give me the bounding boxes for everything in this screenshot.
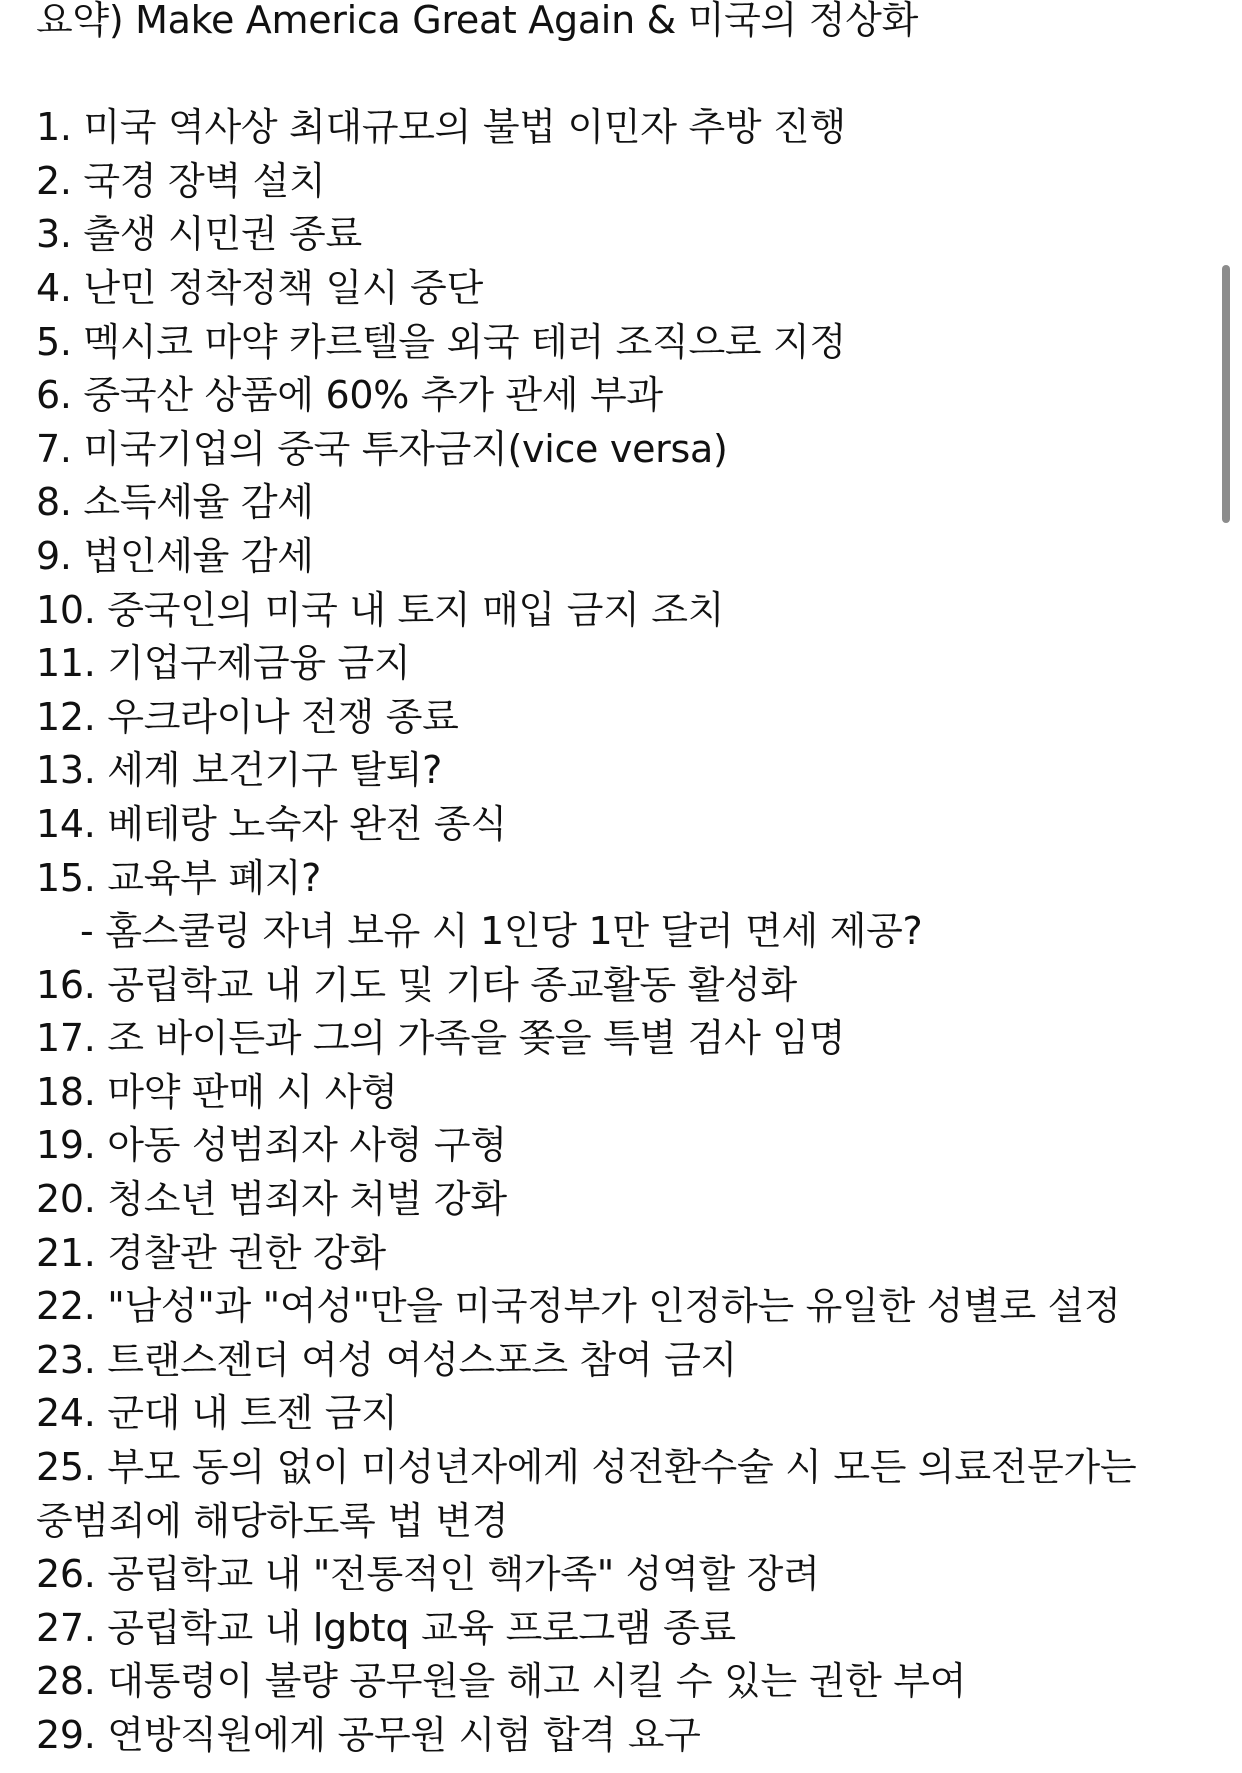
list-subitem: - 홈스쿨링 자녀 보유 시 1인당 1만 달러 면세 제공?: [80, 909, 923, 954]
list-item: 19. 아동 성범죄자 사형 구형: [36, 1123, 507, 1168]
list-item: 3. 출생 시민권 종료: [36, 212, 362, 257]
list-item: 17. 조 바이든과 그의 가족을 쫒을 특별 검사 임명: [36, 1016, 846, 1061]
document-content: [36, 0, 1206, 1763]
list-item: 4. 난민 정착정책 일시 중단: [36, 265, 483, 310]
list-item: 26. 공립학교 내 "전통적인 핵가족" 성역할 장려: [36, 1552, 820, 1597]
scrollbar-thumb[interactable]: [1222, 265, 1230, 523]
list-item: 1. 미국 역사상 최대규모의 불법 이민자 추방 진행: [36, 105, 846, 150]
list-item: 15. 교육부 폐지?: [36, 855, 322, 900]
list-item: 6. 중국산 상품에 60% 추가 관세 부과: [36, 373, 663, 418]
list-item: 22. "남성"과 "여성"만을 미국정부가 인정하는 유일한 성별로 설정: [36, 1284, 1121, 1329]
list-item: 13. 세계 보건기구 탈퇴?: [36, 748, 443, 793]
list-item: 18. 마약 판매 시 사형: [36, 1069, 398, 1114]
list-item: 11. 기업구제금융 금지: [36, 641, 411, 686]
list-item: 5. 멕시코 마약 카르텔을 외국 테러 조직으로 지정: [36, 319, 846, 364]
policy-list: [36, 101, 1206, 1762]
list-item: 2. 국경 장벽 설치: [36, 158, 326, 203]
list-item: 20. 청소년 범죄자 처벌 강화: [36, 1177, 507, 1222]
list-item: 7. 미국기업의 중국 투자금지(vice versa): [36, 426, 728, 471]
list-item: 14. 베테랑 노숙자 완전 종식: [36, 801, 507, 846]
list-item: 10. 중국인의 미국 내 토지 매입 금지 조치: [36, 587, 725, 632]
list-item: 16. 공립학교 내 기도 및 기타 종교활동 활성화: [36, 962, 797, 1007]
list-item: 25. 부모 동의 없이 미성년자에게 성전환수술 시 모든 의료전문가는 중범죄에 해당하도록 법 변경: [36, 1445, 1137, 1543]
list-item: 21. 경찰관 권한 강화: [36, 1230, 386, 1275]
list-item: 28. 대통령이 불량 공무원을 해고 시킬 수 있는 권한 부여: [36, 1659, 967, 1704]
list-item: 8. 소득세율 감세: [36, 480, 314, 525]
list-item: 29. 연방직원에게 공무원 시험 합격 요구: [36, 1713, 701, 1757]
list-item: 9. 법인세율 감세: [36, 533, 314, 578]
blank-line: [36, 48, 1206, 102]
list-item: 27. 공립학교 내 lgbtq 교육 프로그램 종료: [36, 1605, 736, 1650]
list-item: 12. 우크라이나 전쟁 종료: [36, 694, 459, 739]
list-item: 24. 군대 내 트젠 금지: [36, 1391, 398, 1436]
list-item: 23. 트랜스젠더 여성 여성스포츠 참여 금지: [36, 1337, 737, 1382]
page-title: 요약) Make America Great Again & 미국의 정상화: [36, 0, 918, 42]
